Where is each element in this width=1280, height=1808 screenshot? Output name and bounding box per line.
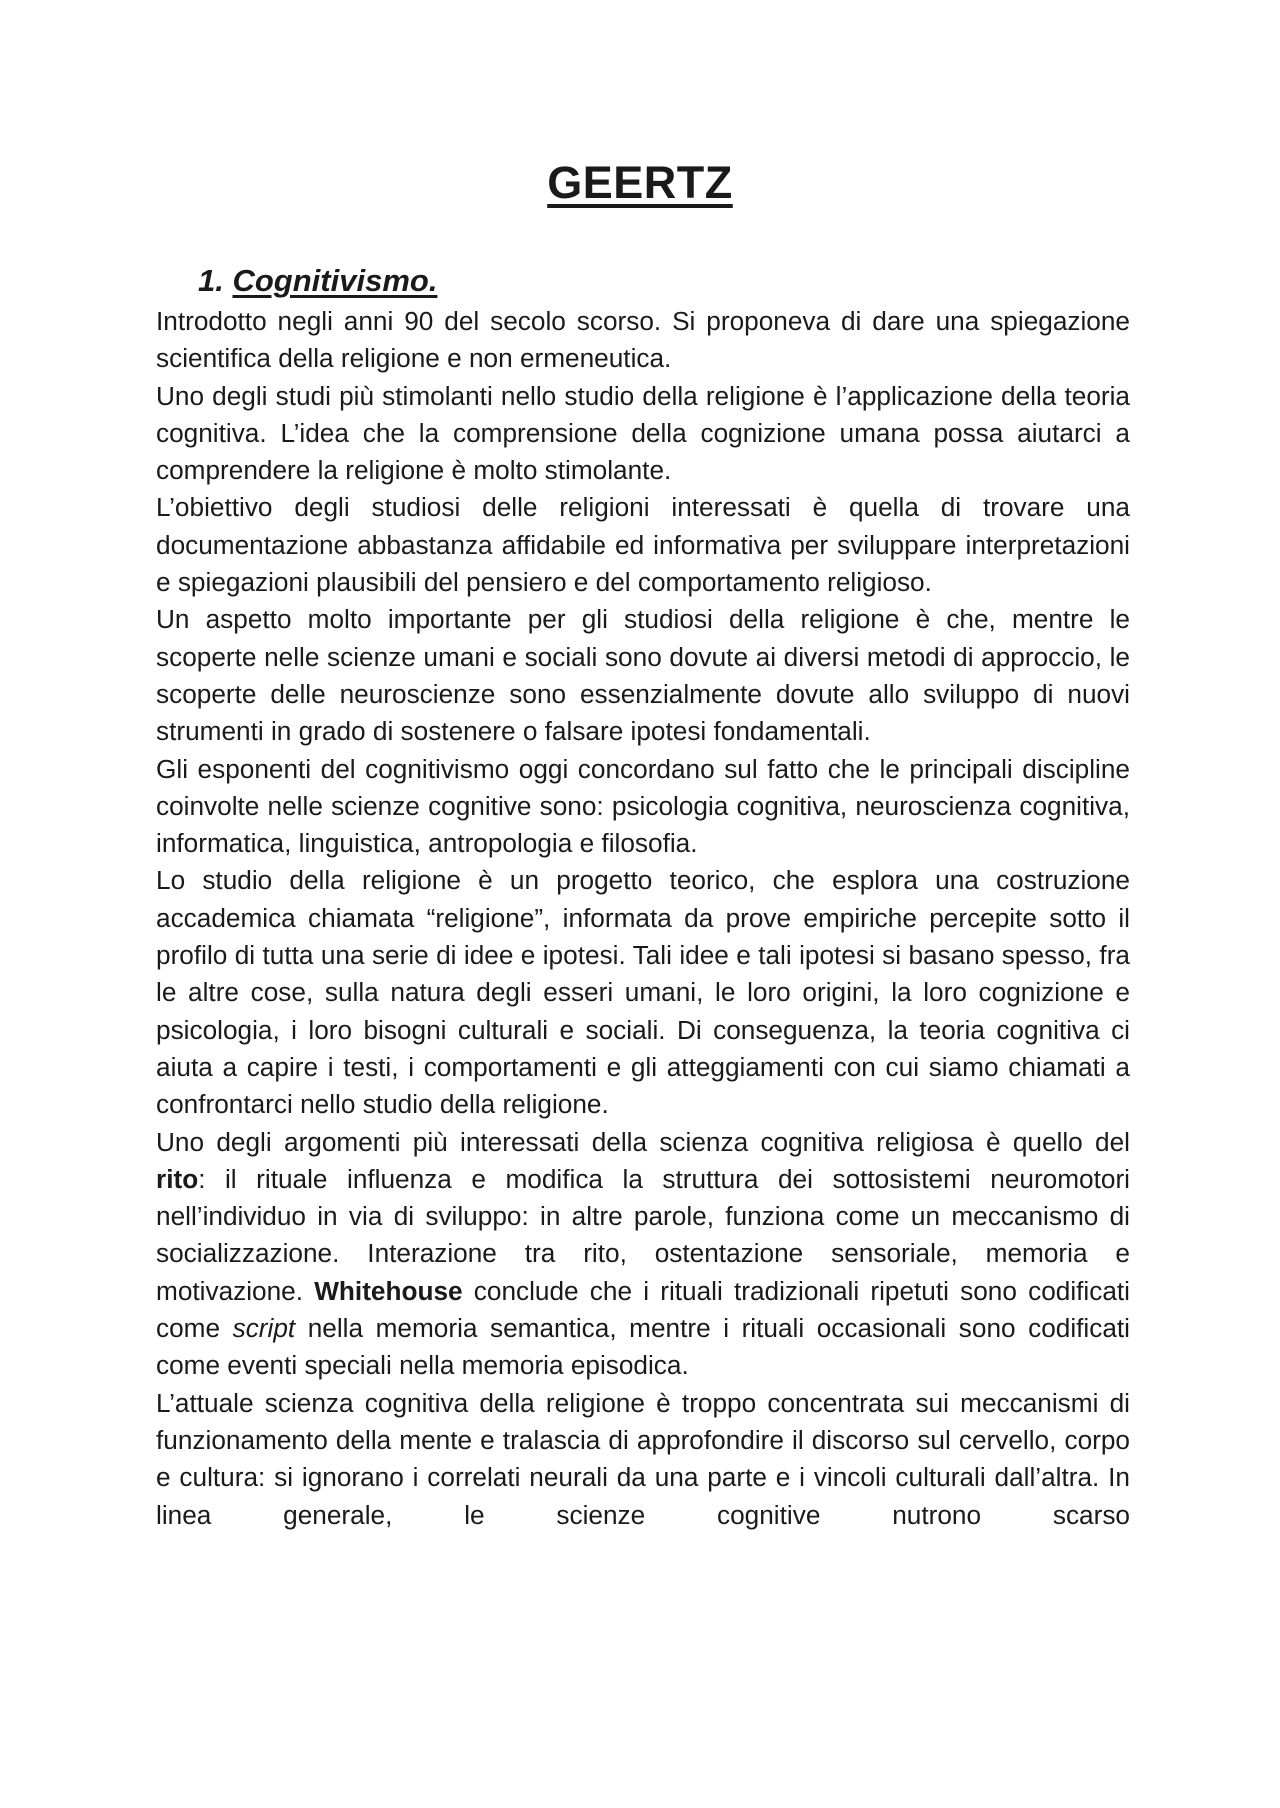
- paragraph-7-part-d: nella memoria semantica, mentre i rituali occasionali sono codificati come eventi speciali nella memoria episodica.: [156, 1313, 1131, 1381]
- section-number: 1.: [198, 263, 224, 298]
- paragraph-7-part-b: : il rituale influenza e modifica la struttura dei sottosistemi neuromotori nell’individuo in via di sviluppo: in altre parole, funziona come un meccanismo di socializzazione. Interazione tra rito, ostentazione sensoriale, memoria e motivazione.: [156, 1163, 1130, 1306]
- paragraph-8: L’attuale scienza cognitiva della religione è troppo concentrata sui meccanismi di funzionamento della mente e tralascia di approfondire il discorso sul cervello, corpo e cultura: si ignorano i correlati neurali da una parte e i vincoli culturali dall’altra. In linea generale, le scienze cognitive nutrono scarso: [156, 1387, 1130, 1530]
- author-whitehouse: Whitehouse: [314, 1275, 463, 1306]
- section-heading-text: Cognitivismo.: [232, 263, 438, 298]
- paragraph-7-part-c: conclude che i rituali tradizionali ripetuti sono codificati come: [156, 1275, 1130, 1344]
- paragraph-2: Uno degli studi più stimolanti nello studio della religione è l’applicazione della teoria cognitiva. L’idea che la comprensione della cognizione umana possa aiutarci a comprendere la religione è molto stimolante.: [156, 380, 1130, 486]
- paragraph-7-part-a: Uno degli argomenti più interessati della scienza cognitiva religiosa è quello del: [156, 1126, 1130, 1157]
- page-title: GEERTZ: [547, 157, 733, 208]
- term-rito: rito: [156, 1163, 199, 1194]
- section-heading: [198, 262, 437, 299]
- paragraph-3: L’obiettivo degli studiosi delle religioni interessati è quella di trovare una documentazione abbastanza affidabile ed informativa per sviluppare interpretazioni e spiegazioni plausibili del pensiero e del comportamento religioso.: [156, 492, 1130, 598]
- paragraph-7: [156, 1124, 1130, 1385]
- paragraph-6: Lo studio della religione è un progetto teorico, che esplora una costruzione accademica chiamata “religione”, informata da prove empiriche percepite sotto il profilo di tutta una serie di idee e ipotesi. Tali idee e tali ipotesi si basano spesso, fra le altre cose, sulla natura degli esseri umani, le loro origini, la loro cognizione e psicologia, i loro bisogni culturali e sociali. Di conseguenza, la teoria cognitiva ci aiuta a capire i testi, i comportamenti e gli atteggiamenti con cui siamo chiamati a confrontarci nello studio della religione.: [156, 865, 1130, 1120]
- paragraph-1: Introdotto negli anni 90 del secolo scorso. Si proponeva di dare una spiegazione scientifica della religione e non ermeneutica.: [156, 306, 1130, 374]
- term-script: script: [232, 1313, 296, 1344]
- paragraph-4: Un aspetto molto importante per gli studiosi della religione è che, mentre le scoperte nelle scienze umani e sociali sono dovute ai diversi metodi di approccio, le scoperte delle neuroscienze sono essenzialmente dovute allo sviluppo di nuovi strumenti in grado di sostenere o falsare ipotesi fondamentali.: [156, 604, 1130, 747]
- body-text: [156, 303, 1130, 1534]
- paragraph-5: Gli esponenti del cognitivismo oggi concordano sul fatto che le principali discipline coinvolte nelle scienze cognitive sono: psicologia cognitiva, neuroscienza cognitiva, informatica, linguistica, antropologia e filosofia.: [156, 753, 1130, 859]
